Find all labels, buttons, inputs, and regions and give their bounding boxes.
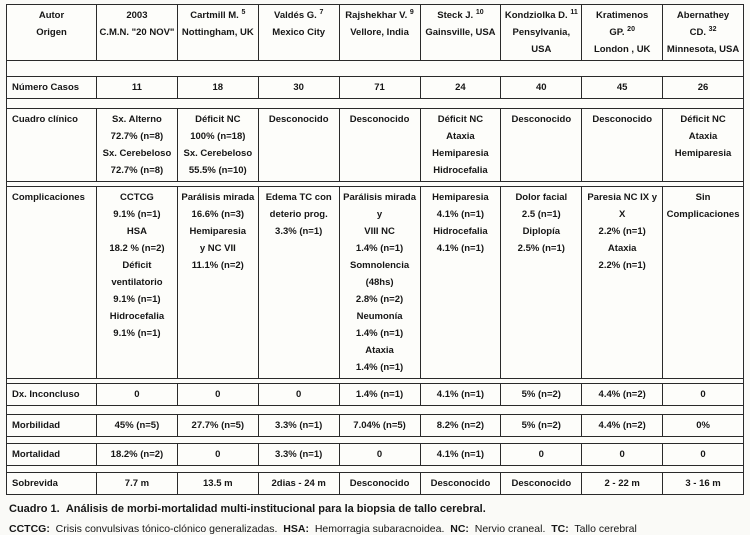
cell-line: 1.4% (n=1): [355, 328, 404, 339]
data-cell: [501, 473, 582, 495]
cell-line: Desconocido: [349, 478, 410, 489]
author-name: Rajshekhar V.: [345, 10, 408, 21]
cell-line: y NC VII: [199, 243, 236, 254]
cell-line: Parálisis mirada: [181, 192, 255, 203]
cell-line: Desconocido: [430, 478, 491, 489]
data-cell: [258, 109, 339, 182]
data-cell: [501, 384, 582, 406]
cell-line: Edema TC con: [265, 192, 332, 203]
author-name: 2003: [126, 10, 148, 21]
author-name: Abernathey CD.: [676, 10, 730, 38]
row-label: Morbilidad: [7, 415, 97, 437]
author-name: Valdés G.: [274, 10, 317, 21]
data-cell: [501, 444, 582, 466]
data-cell: [582, 473, 663, 495]
cell-line: 18.2% (n=2): [110, 449, 164, 460]
author-line: [423, 7, 499, 24]
origin: Mexico City: [272, 27, 326, 38]
corner-line-origen: Origen: [36, 27, 67, 38]
cell-line: 7.7 m: [124, 478, 150, 489]
cell-line: Ataxia: [365, 345, 394, 356]
cell-line: Sin Complicaciones: [666, 192, 740, 220]
data-cell: [501, 77, 582, 99]
cell-line: Déficit ventilatorio: [111, 260, 163, 288]
author-line: [99, 7, 175, 24]
cell-line: 5% (n=2): [521, 420, 561, 431]
origin: Pensylvania, USA: [512, 27, 571, 55]
band-gap: [7, 466, 744, 473]
data-cell: [339, 415, 420, 437]
cell-line: 0: [700, 449, 706, 460]
data-cell: [177, 415, 258, 437]
cell-line: 2 - 22 m: [604, 478, 640, 489]
band-gap-cell: [7, 466, 744, 473]
table-row: [7, 109, 744, 182]
cell-line: 0: [215, 389, 221, 400]
cell-line: Hidrocefalia: [433, 165, 488, 176]
cell-line: 1.4% (n=1): [355, 243, 404, 254]
cell-line: 3.3% (n=1): [275, 449, 323, 460]
data-cell: [339, 384, 420, 406]
caption-title: Análisis de morbi-mortalidad multi-institucional para la biopsia de tallo cerebral.: [65, 503, 486, 515]
data-cell: [258, 384, 339, 406]
data-cell: [97, 109, 178, 182]
band-gap: [7, 99, 744, 109]
author-ref-number: 7: [319, 8, 324, 16]
band-gap: [7, 61, 744, 77]
data-cell: [582, 187, 663, 379]
row-label: Mortalidad: [7, 444, 97, 466]
band-gap: [7, 437, 744, 444]
cell-line: 3.3% (n=1): [275, 226, 323, 237]
cell-line: Ataxia: [688, 131, 718, 142]
abbreviation-term: HSA:: [283, 523, 309, 535]
abbreviation-term: TC:: [551, 523, 569, 535]
column-header: [420, 5, 501, 61]
data-cell: [258, 187, 339, 379]
data-cell: [663, 77, 744, 99]
data-cell: [501, 415, 582, 437]
author-line: [584, 7, 660, 41]
column-header: [501, 5, 582, 61]
cell-line: 18.2 % (n=2): [109, 243, 165, 254]
cell-line: Hemiparesia: [432, 192, 489, 203]
abbreviations-line: [9, 523, 741, 535]
cell-line: 2dias - 24 m: [271, 478, 326, 489]
cell-line: 4.1% (n=1): [436, 449, 485, 460]
cell-line: 71: [374, 82, 385, 93]
author-line: [180, 7, 256, 24]
origin: Gainsville, USA: [425, 27, 496, 38]
author-line: [503, 7, 579, 24]
cell-line: 9.1% (n=1): [113, 209, 161, 220]
data-cell: [582, 109, 663, 182]
data-cell: [339, 444, 420, 466]
table-row: [7, 77, 744, 99]
cell-line: 0: [376, 449, 383, 460]
data-cell: [663, 473, 744, 495]
cell-line: 0: [215, 449, 221, 460]
author-ref-number: 10: [475, 8, 484, 16]
data-cell: [177, 187, 258, 379]
corner-cell: [7, 5, 97, 61]
cell-line: 4.4% (n=2): [598, 389, 646, 400]
cell-line: 0%: [696, 420, 710, 431]
cell-line: 24: [455, 82, 466, 93]
cell-line: 13.5 m: [203, 478, 233, 489]
cell-line: Hemiparesia: [189, 226, 247, 237]
data-cell: [420, 187, 501, 379]
morbidity-mortality-table: [6, 4, 744, 495]
data-cell: [663, 187, 744, 379]
data-cell: [582, 415, 663, 437]
cell-line: Neumonía: [356, 311, 403, 322]
cell-line: 30: [293, 82, 304, 93]
cell-line: 0: [296, 389, 302, 400]
cell-line: Déficit NC: [437, 114, 484, 125]
author-ref-number: 20: [627, 25, 635, 33]
cell-line: Desconocido: [268, 114, 329, 125]
cell-line: 3.3% (n=1): [275, 420, 323, 431]
cell-line: 8.2% (n=2): [436, 420, 485, 431]
author-ref-number: 9: [409, 8, 414, 16]
cell-line: 55.5% (n=10): [188, 165, 247, 176]
cell-line: 27.7% (n=5): [191, 420, 245, 431]
cell-line: 0: [700, 389, 706, 400]
origin: Nottingham, UK: [181, 27, 254, 38]
cell-line: Diplopía: [522, 226, 561, 237]
abbreviation-definition: Nervio craneal.: [474, 523, 546, 535]
cell-line: 40: [536, 82, 547, 93]
data-cell: [420, 473, 501, 495]
author-name: Steck J.: [437, 10, 474, 21]
row-label: Dx. Inconcluso: [7, 384, 97, 406]
cell-line: deterio prog.: [269, 209, 328, 220]
cell-line: 100% (n=18): [190, 131, 246, 142]
cell-line: 2.5% (n=1): [517, 243, 565, 254]
cell-line: Ataxia: [446, 131, 475, 142]
data-cell: [420, 384, 501, 406]
abbreviation-term: NC:: [450, 523, 469, 535]
cell-line: Sx. Alterno: [112, 114, 162, 125]
cell-line: Dolor facial: [515, 192, 568, 203]
cell-line: 45: [616, 82, 628, 93]
data-cell: [501, 187, 582, 379]
data-cell: [663, 444, 744, 466]
data-cell: [258, 444, 339, 466]
data-cell: [97, 77, 178, 99]
column-header: [663, 5, 744, 61]
data-cell: [663, 109, 744, 182]
cell-line: HSA: [126, 226, 147, 237]
table-row: [7, 473, 744, 495]
data-cell: [258, 415, 339, 437]
cell-line: 1.4% (n=1): [355, 389, 404, 400]
author-name: Kondziolka D.: [504, 10, 568, 21]
cell-line: 7.04% (n=5): [353, 420, 406, 431]
cell-line: Somnolencia (48hs): [350, 260, 410, 288]
data-cell: [420, 109, 501, 182]
data-cell: [97, 187, 178, 379]
origin: Vellore, India: [350, 27, 409, 38]
table-row: [7, 444, 744, 466]
cell-line: CCTCG: [120, 192, 154, 203]
cell-line: 4.1% (n=1): [436, 389, 485, 400]
table-row: [7, 415, 744, 437]
data-cell: [97, 473, 178, 495]
data-cell: [663, 415, 744, 437]
cell-line: Ataxia: [607, 243, 637, 254]
abbreviation-definition: Hemorragia subaracnoidea.: [314, 523, 445, 535]
data-cell: [339, 77, 420, 99]
column-header: [97, 5, 178, 61]
cell-line: 1.4% (n=1): [355, 362, 404, 373]
data-cell: [339, 187, 420, 379]
data-cell: [420, 415, 501, 437]
band-gap-cell: [7, 437, 744, 444]
column-header: [177, 5, 258, 61]
data-cell: [420, 77, 501, 99]
cell-line: Sx. Cerebeloso: [102, 148, 172, 159]
data-cell: [97, 415, 178, 437]
band-gap-cell: [7, 99, 744, 109]
cell-line: 4.1% (n=1): [436, 209, 485, 220]
origin: London , UK: [593, 44, 651, 55]
cell-line: Parálisis mirada y: [343, 192, 416, 220]
origin: C.M.N. "20 NOV": [99, 27, 175, 38]
data-cell: [177, 444, 258, 466]
data-cell: [97, 384, 178, 406]
data-cell: [258, 77, 339, 99]
cell-line: 16.6% (n=3): [191, 209, 245, 220]
row-label: Número Casos: [7, 77, 97, 99]
cell-line: Desconocido: [511, 478, 572, 489]
cell-line: Desconocido: [592, 114, 653, 125]
cell-line: 45% (n=5): [114, 420, 160, 431]
cell-line: 18: [212, 82, 224, 93]
cell-line: Hemiparesia: [674, 148, 732, 159]
cell-line: 72.7% (n=8): [110, 131, 164, 142]
cell-line: Hidrocefalia: [109, 311, 165, 322]
abbreviation-definition: Crisis convulsivas tónico-clónico generalizadas.: [55, 523, 278, 535]
cell-line: 5% (n=2): [521, 389, 561, 400]
cell-line: 2.2% (n=1): [598, 226, 646, 237]
data-cell: [177, 473, 258, 495]
author-ref-number: 11: [570, 8, 578, 16]
data-cell: [582, 77, 663, 99]
data-cell: [420, 444, 501, 466]
data-cell: [177, 384, 258, 406]
cell-line: 11: [131, 82, 142, 93]
row-label: Cuadro clínico: [7, 109, 97, 182]
corner-line-autor: Autor: [38, 10, 65, 21]
band-gap: [7, 406, 744, 415]
column-header: [258, 5, 339, 61]
origin: Minnesota, USA: [666, 44, 740, 55]
data-cell: [339, 109, 420, 182]
band-gap-cell: [7, 406, 744, 415]
cell-line: 0: [134, 389, 140, 400]
cell-line: 0: [619, 449, 625, 460]
caption-line: [9, 503, 741, 515]
author-name: Kratimenos GP.: [596, 10, 649, 38]
cell-line: VIII NC: [364, 226, 395, 237]
caption-block: [0, 495, 750, 535]
data-cell: [258, 473, 339, 495]
cell-line: 3 - 16 m: [685, 478, 721, 489]
table-row: [7, 384, 744, 406]
author-line: [342, 7, 418, 24]
row-label: Complicaciones: [7, 187, 97, 379]
data-cell: [339, 473, 420, 495]
band-gap-cell: [7, 61, 744, 77]
cell-line: 2.5 (n=1): [521, 209, 561, 220]
data-cell: [582, 384, 663, 406]
data-cell: [97, 444, 178, 466]
cell-line: Desconocido: [349, 114, 410, 125]
cell-line: Sx. Cerebeloso: [183, 148, 253, 159]
data-cell: [663, 384, 744, 406]
author-line: [665, 7, 741, 41]
caption-number: Cuadro 1.: [9, 503, 60, 515]
header-row: [7, 5, 744, 61]
cell-line: 11.1% (n=2): [191, 260, 244, 271]
cell-line: Déficit NC: [680, 114, 726, 125]
cell-line: 72.7% (n=8): [110, 165, 164, 176]
author-line: [261, 7, 337, 24]
cell-line: 9.1% (n=1): [113, 328, 161, 339]
cell-line: 26: [697, 82, 709, 93]
cell-line: Desconocido: [511, 114, 572, 125]
abbreviation-definition: Tallo cerebral: [574, 523, 637, 535]
data-cell: [582, 444, 663, 466]
cell-line: Hemiparesia: [432, 148, 489, 159]
cell-line: 4.1% (n=1): [436, 243, 485, 254]
cell-line: Hidrocefalia: [433, 226, 488, 237]
author-ref-number: 32: [708, 25, 717, 33]
abbreviation-term: CCTCG:: [9, 523, 50, 535]
data-cell: [177, 77, 258, 99]
cell-line: 2.8% (n=2): [355, 294, 404, 305]
author-name: Cartmill M.: [190, 10, 239, 21]
column-header: [339, 5, 420, 61]
cell-line: 4.4% (n=2): [598, 420, 646, 431]
table-row: [7, 187, 744, 379]
data-cell: [177, 109, 258, 182]
cell-line: 2.2% (n=1): [598, 260, 646, 271]
cell-line: 9.1% (n=1): [113, 294, 161, 305]
author-ref-number: 5: [241, 8, 246, 16]
row-label: Sobrevida: [7, 473, 97, 495]
cell-line: 0: [538, 449, 544, 460]
cell-line: Déficit NC: [195, 114, 241, 125]
column-header: [582, 5, 663, 61]
data-cell: [501, 109, 582, 182]
cell-line: Paresia NC IX y X: [587, 192, 658, 220]
